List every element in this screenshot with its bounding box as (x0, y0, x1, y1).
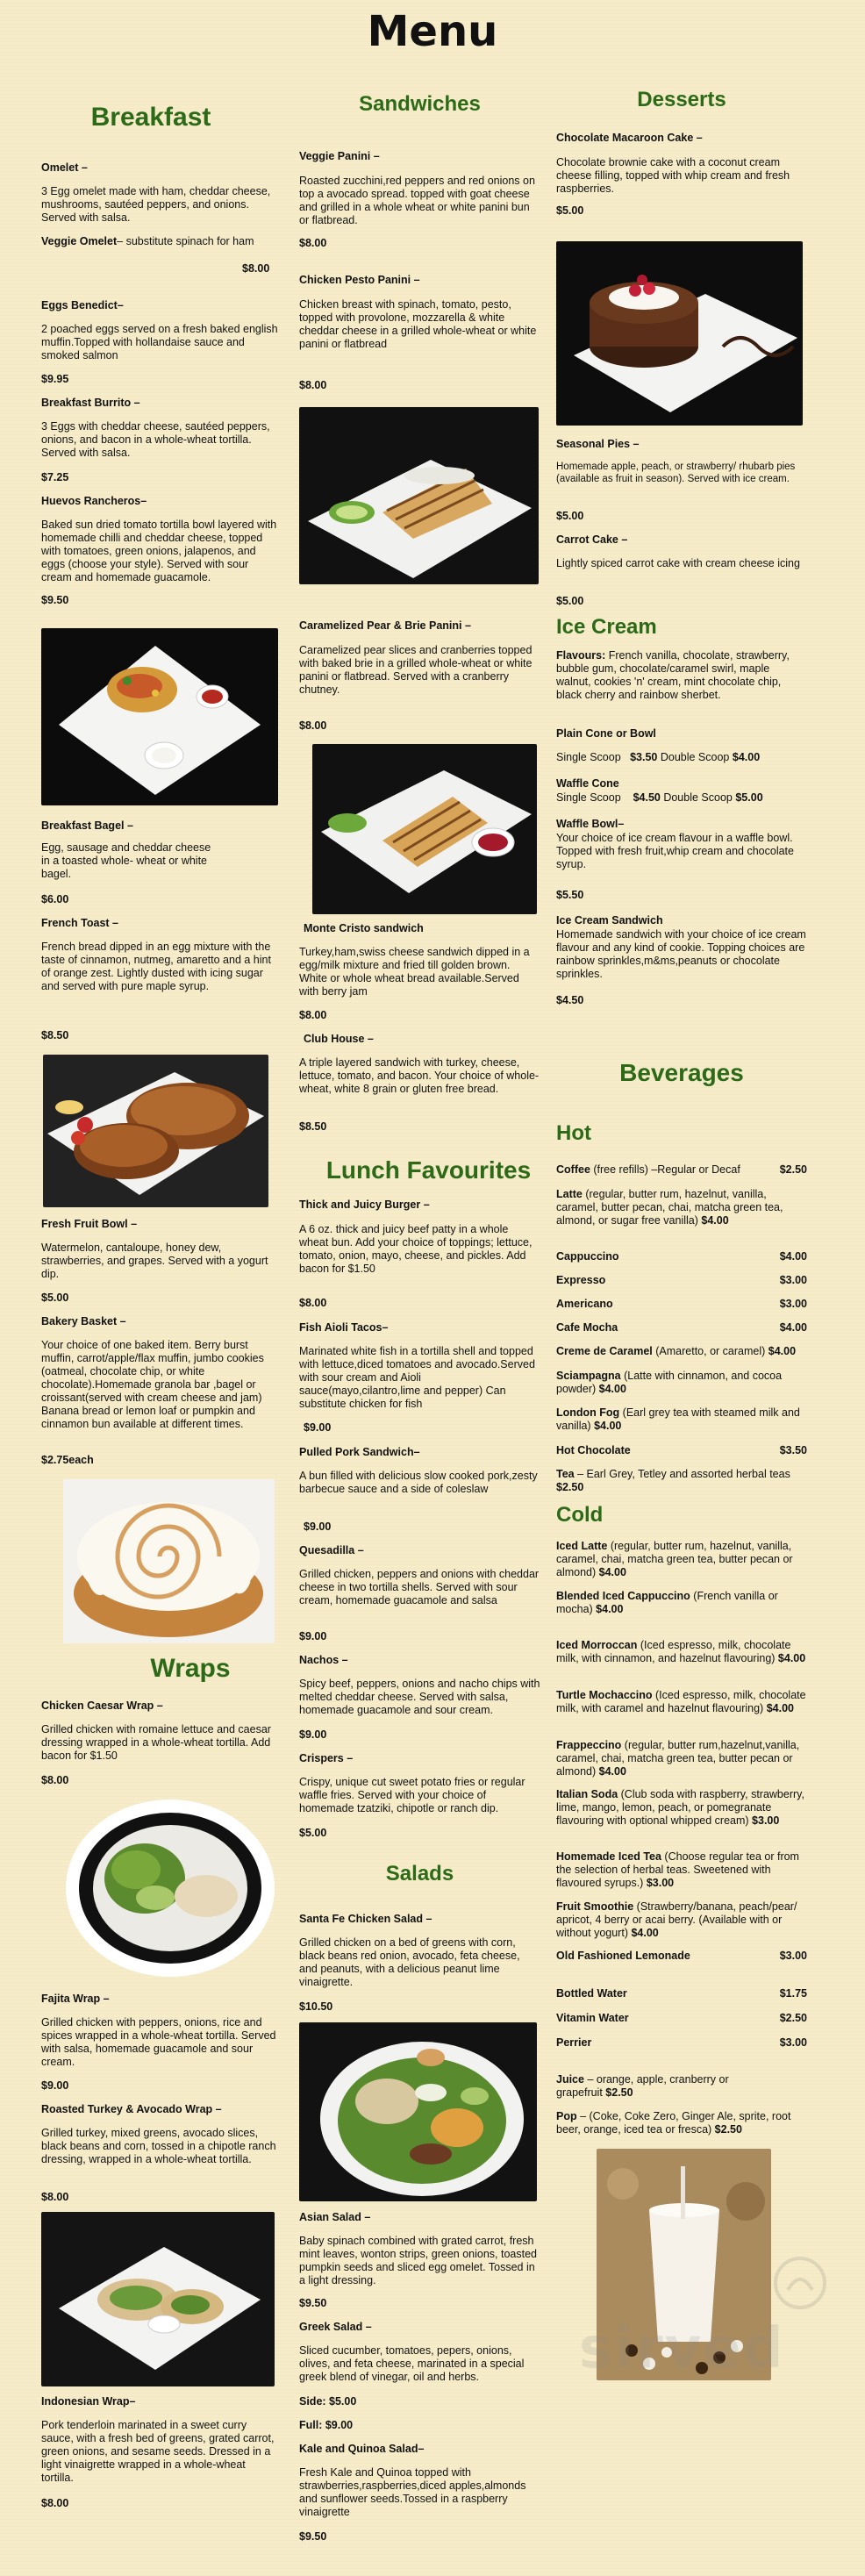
expresso-row: Expresso $3.00 (556, 1274, 807, 1286)
eggs-benedict-desc: 2 poached eggs served on a fresh baked english muffin.Topped with hollandaise sauce and smoked salmon (41, 323, 278, 361)
pear-brie-desc: Caramelized pear slices and cranberries topped with baked brie in a grilled whole-wheat or white panini or flatbread. Served with a cranberry chutney. (299, 644, 533, 696)
bakery-basket-desc: Your choice of one baked item. Berry burst muffin, carrot/apple/flax muffin, jumbo cookies (oatmeal, chocolate chip, or white chocolate).Homemade granola bar ,bagel or croissant(served with cream cheese and jam) Banana bread or lemon loaf or pumpkin and cinnamon bun available at different times. (41, 1339, 264, 1430)
latte-row: Latte (regular, butter rum, hazelnut, vanilla, caramel, butter pecan, chai, matcha green tea, almond, or sugar free vanilla) $4.00 (556, 1188, 783, 1227)
pulled-pork-price: $9.00 (304, 1521, 332, 1533)
quesadilla-name: Quesadilla – (299, 1544, 364, 1556)
asian-salad-name: Asian Salad – (299, 2211, 371, 2223)
italian-soda-row: Italian Soda (Club soda with raspberry, strawberry, lime, mango, lemon, peach, or pomegranate flavouring with optional whipped cream) $3.00 (556, 1788, 804, 1827)
frappe-row: Frappeccino (regular, butter rum,hazelnut,vanilla, caramel, chai, matcha green tea, butter pecan or almond) $4.00 (556, 1739, 800, 1778)
waffle-bowl-price: $5.50 (556, 889, 584, 901)
carrot-cake-desc: Lightly spiced carrot cake with cream cheese icing (556, 557, 800, 569)
omelet-name: Omelet – (41, 161, 88, 174)
juice-row: Juice – orange, apple, cranberry or grapefruit $2.50 (556, 2073, 729, 2099)
macaroon-cake-price: $5.00 (556, 204, 584, 217)
turtle-row: Turtle Mochaccino (Iced espresso, milk, chocolate milk, with caramel and hazelnut flavouring) $4.00 (556, 1689, 806, 1714)
macaroon-cake-photo (556, 241, 803, 426)
bakery-basket-price: $2.75each (41, 1454, 94, 1466)
veggie-panini-price: $8.00 (299, 237, 327, 249)
fish-tacos-desc: Marinated white fish in a tortilla shell and topped with lettuce,diced tomatoes and avocado.Served with sour cream and Aioli sauce(mayo,cilantro,lime and pepper) Can substitute chicken for fish (299, 1345, 535, 1410)
kale-salad-name: Kale and Quinoa Salad– (299, 2443, 425, 2455)
mocha-row: Cafe Mocha $4.00 (556, 1321, 807, 1334)
huevos-desc: Baked sun dried tomato tortilla bowl layered with homemade chilli and cheddar cheese, topped with tomatoes, green onions, jalapenos, and eggs (choose your style). Served with sour cream and homemade guacamole. (41, 519, 277, 583)
menu-title: Menu (367, 7, 498, 56)
caesar-wrap-photo (66, 1800, 275, 1977)
indonesian-wrap-name: Indonesian Wrap– (41, 2395, 136, 2408)
bottled-water-row: Bottled Water $1.75 (556, 1987, 807, 2000)
veggie-omelet-line: Veggie Omelet– substitute spinach for ham (41, 235, 254, 247)
burrito-price: $7.25 (41, 471, 69, 483)
beverages-heading: Beverages (619, 1059, 744, 1086)
caramel-row: Creme de Caramel (Amaretto, or caramel) $4.00 (556, 1345, 797, 1357)
coffee-row: Coffee (free refills) –Regular or Decaf $2.50 (556, 1163, 807, 1176)
pear-brie-price: $8.00 (299, 719, 327, 732)
bakery-basket-name: Bakery Basket – (41, 1315, 126, 1327)
bagel-desc: Egg, sausage and cheddar cheese in a toasted whole- wheat or white bagel. (41, 841, 211, 880)
wraps-heading: Wraps (150, 1654, 231, 1683)
burrito-name: Breakfast Burrito – (41, 397, 140, 409)
tea-row: Tea – Earl Grey, Tetley and assorted herbal teas $2.50 (556, 1468, 790, 1493)
indonesian-wrap-price: $8.00 (41, 2497, 69, 2509)
turkey-wrap-name: Roasted Turkey & Avocado Wrap – (41, 2103, 222, 2115)
french-toast-desc: French bread dipped in an egg mixture with the taste of cinnamon, nutmeg, amaretto and a hint of orange zest. Lightly dusted with icing sugar and served with pure maple syrup. (41, 941, 271, 992)
fajita-wrap-name: Fajita Wrap – (41, 1993, 110, 2005)
burrito-desc: 3 Eggs with cheddar cheese, sautéed peppers, onions, and bacon in a whole-wheat tortilla. Served with salsa. (41, 420, 270, 459)
santa-fe-name: Santa Fe Chicken Salad – (299, 1913, 432, 1925)
pesto-panini-photo (299, 407, 539, 584)
carrot-cake-price: $5.00 (556, 595, 584, 607)
club-house-price: $8.50 (299, 1120, 327, 1133)
eggs-benedict-price: $9.95 (41, 373, 69, 385)
desserts-heading: Desserts (637, 88, 726, 111)
pulled-pork-desc: A bun filled with delicious slow cooked pork,zesty barbecue sauce and a side of coleslaw (299, 1470, 538, 1495)
salads-heading: Salads (385, 1862, 454, 1885)
veggie-panini-name: Veggie Panini – (299, 150, 380, 162)
waffle-cone-prices: Single Scoop $4.50 Double Scoop $5.00 (556, 791, 763, 804)
fruit-bowl-desc: Watermelon, cantaloupe, honey dew, strawberries, and grapes. Served with a yogurt dip. (41, 1241, 268, 1280)
ice-cream-sandwich-desc: Homemade sandwich with your choice of ice cream flavour and any kind of cookie. Topping choices are rainbow sprinkles,m&ms,peanuts or chocolate sprinkles. (556, 928, 806, 980)
pesto-panini-name: Chicken Pesto Panini – (299, 274, 420, 286)
cappuccino-row: Cappuccino $4.00 (556, 1250, 807, 1263)
fajita-wrap-desc: Grilled chicken with peppers, onions, rice and spices wrapped in a whole-wheat tortilla. Served with salsa, homemade guacamole and sour cream. (41, 2016, 276, 2068)
watermark-text: sirved (579, 2316, 785, 2381)
pear-brie-name: Caramelized Pear & Brie Panini – (299, 619, 471, 632)
kale-salad-price: $9.50 (299, 2530, 327, 2543)
club-house-name: Club House – (304, 1033, 374, 1045)
fish-tacos-name: Fish Aioli Tacos– (299, 1321, 389, 1334)
greek-salad-side: Side: $5.00 (299, 2395, 357, 2408)
cinnamon-bun-photo (63, 1479, 275, 1643)
vitamin-water-row: Vitamin Water $2.50 (556, 2012, 807, 2024)
asian-salad-desc: Baby spinach combined with grated carrot, fresh mint leaves, wonton strips, green onions, toasted pumpkin seeds and sliced egg omelet. Tossed in a light dressing. (299, 2235, 537, 2286)
iced-cappuccino-row: Blended Iced Cappuccino (French vanilla or mocha) $4.00 (556, 1590, 778, 1615)
plain-cone-name: Plain Cone or Bowl (556, 727, 656, 740)
carrot-cake-name: Carrot Cake – (556, 533, 628, 546)
eggs-benedict-name: Eggs Benedict– (41, 299, 124, 311)
turkey-wrap-photo (41, 2212, 275, 2386)
asian-salad-price: $9.50 (299, 2297, 327, 2309)
waffle-bowl-name: Waffle Bowl– (556, 818, 625, 830)
nachos-desc: Spicy beef, peppers, onions and nacho chips with melted cheddar cheese. Served with salsa, homemade guacamole and sour cream. (299, 1678, 540, 1716)
ice-cream-flavours: Flavours: French vanilla, chocolate, strawberry, bubble gum, chocolate/caramel swirl, maple walnut, cookies 'n' cream, mint chocolate chip, black cherry and rainbow sherbet. (556, 649, 790, 701)
sciampagna-row: Sciampagna (Latte with cinnamon, and cocoa powder) $4.00 (556, 1370, 783, 1395)
greek-salad-full: Full: $9.00 (299, 2419, 354, 2431)
americano-row: Americano $3.00 (556, 1298, 807, 1310)
quesadilla-desc: Grilled chicken, peppers and onions with cheddar cheese in two tortilla shells. Served with sour cream, homemade guacamole and salsa (299, 1568, 540, 1606)
seasonal-pies-name: Seasonal Pies – (556, 438, 640, 450)
burger-desc: A 6 oz. thick and juicy beef patty in a whole wheat bun. Add your choice of toppings; lettuce, tomato, onion, mayo, cheese, and pickles. Add bacon for $1.50 (299, 1223, 533, 1275)
santa-fe-price: $10.50 (299, 2000, 333, 2013)
french-toast-price: $8.50 (41, 1029, 69, 1041)
french-toast-photo (43, 1055, 268, 1207)
fish-tacos-price: $9.00 (304, 1421, 332, 1434)
santa-fe-desc: Grilled chicken on a bed of greens with corn, black beans red onion, avocado, feta cheese, and peanuts, with a delicious peanut lime vinaigrette. (299, 1936, 520, 1988)
indonesian-wrap-desc: Pork tenderloin marinated in a sweet curry sauce, with a fresh bed of greens, grated carrot, green onions, and sesame seeds. Dressed in a light vinaigrette wrapped in a whole-wheat tortilla. (41, 2419, 275, 2484)
pear-brie-photo (312, 744, 537, 914)
burger-name: Thick and Juicy Burger – (299, 1199, 430, 1211)
huevos-photo (41, 628, 278, 805)
kale-salad-desc: Fresh Kale and Quinoa topped with strawberries,raspberries,diced apples,almonds and sunflower seeds.Tossed in a raspberry vinaigrette (299, 2466, 526, 2518)
huevos-name: Huevos Rancheros– (41, 495, 147, 507)
turkey-wrap-desc: Grilled turkey, mixed greens, avocado slices, black beans and corn, tossed in a chipotle ranch dressing, wrapped in a whole-wheat tortilla. (41, 2127, 276, 2165)
fruit-bowl-price: $5.00 (41, 1292, 69, 1304)
bagel-price: $6.00 (41, 893, 69, 905)
macaroon-cake-desc: Chocolate brownie cake with a coconut cream cheese filling, topped with whip cream and fresh raspberries. (556, 156, 790, 195)
crispers-desc: Crispy, unique cut sweet potato fries or regular waffle fries. Served with your choice of homemade tzatziki, chipotle or ranch dip. (299, 1776, 525, 1814)
pop-row: Pop – (Coke, Coke Zero, Ginger Ale, sprite, root beer, orange, iced tea or fresca) $2.50 (556, 2110, 791, 2136)
monte-cristo-desc: Turkey,ham,swiss cheese sandwich dipped in a egg/milk mixture and fried till golden brown. White or whole wheat bread available.Served with berry jam (299, 946, 530, 998)
watermark-logo-icon (772, 2255, 828, 2311)
macaroon-cake-name: Chocolate Macaroon Cake – (556, 132, 703, 144)
nachos-name: Nachos – (299, 1654, 348, 1666)
ice-cream-heading: Ice Cream (556, 615, 657, 639)
smoothie-row: Fruit Smoothie (Strawberry/banana, peach/pear/ apricot, 4 berry or acai berry. (Available with or without yogurt) $4.00 (556, 1900, 797, 1939)
caesar-wrap-price: $8.00 (41, 1774, 69, 1786)
waffle-bowl-desc: Your choice of ice cream flavour in a waffle bowl. Topped with fresh fruit,whip cream and chocolate syrup. (556, 832, 794, 870)
veggie-omelet-price: $8.00 (242, 262, 270, 275)
seasonal-pies-desc: Homemade apple, peach, or strawberry/ rhubarb pies (available as fruit in season). Served with ice cream. (556, 462, 796, 484)
hot-chocolate-row: Hot Chocolate $3.50 (556, 1444, 807, 1456)
caesar-wrap-name: Chicken Caesar Wrap – (41, 1699, 163, 1712)
pulled-pork-name: Pulled Pork Sandwich– (299, 1446, 420, 1458)
fajita-wrap-price: $9.00 (41, 2079, 69, 2092)
crispers-price: $5.00 (299, 1827, 327, 1839)
sandwiches-heading: Sandwiches (359, 92, 481, 116)
iced-tea-row: Homemade Iced Tea (Choose regular tea or from the selection of herbal teas. Sweetened with flavoured syrups.) $3.00 (556, 1850, 799, 1889)
breakfast-heading: Breakfast (90, 103, 211, 132)
ice-cream-sandwich-name: Ice Cream Sandwich (556, 914, 663, 927)
monte-cristo-name: Monte Cristo sandwich (304, 922, 424, 934)
santa-fe-photo (299, 2022, 537, 2201)
iced-morroccan-row: Iced Morroccan (Iced espresso, milk, chocolate milk, with cinnamon, and hazelnut flavouring) $4.00 (556, 1639, 806, 1664)
iced-latte-row: Iced Latte (regular, butter rum, hazelnut, vanilla, caramel, chai, matcha green tea, butter pecan or almond) $4.00 (556, 1540, 793, 1578)
nachos-price: $9.00 (299, 1728, 327, 1741)
monte-cristo-price: $8.00 (299, 1009, 327, 1021)
omelet-desc: 3 Egg omelet made with ham, cheddar cheese, mushrooms, sautéed peppers, and onions. Served with salsa. (41, 185, 271, 224)
waffle-cone-name: Waffle Cone (556, 777, 619, 790)
bagel-name: Breakfast Bagel – (41, 819, 133, 832)
huevos-price: $9.50 (41, 594, 69, 606)
perrier-row: Perrier $3.00 (556, 2036, 807, 2049)
crispers-name: Crispers – (299, 1752, 354, 1764)
plain-cone-prices: Single Scoop $3.50 Double Scoop $4.00 (556, 751, 761, 763)
fruit-bowl-name: Fresh Fruit Bowl – (41, 1218, 138, 1230)
ice-cream-sandwich-price: $4.50 (556, 994, 584, 1006)
veggie-panini-desc: Roasted zucchini,red peppers and red onions on top a avocado spread. topped with goat cheese and grilled in a whole wheat or white panini bun or flatbread. (299, 175, 535, 226)
london-fog-row: London Fog (Earl grey tea with steamed milk and vanilla) $4.00 (556, 1406, 800, 1432)
pesto-panini-price: $8.00 (299, 379, 327, 391)
greek-salad-desc: Sliced cucumber, tomatoes, pepers, onions, olives, and feta cheese, marinated in a special greek blend of vinegar, oil and herbs. (299, 2344, 525, 2383)
greek-salad-name: Greek Salad – (299, 2321, 372, 2333)
burger-price: $8.00 (299, 1297, 327, 1309)
turkey-wrap-price: $8.00 (41, 2191, 69, 2203)
caesar-wrap-desc: Grilled chicken with romaine lettuce and caesar dressing wrapped in a whole-wheat tortilla. Add bacon for $1.50 (41, 1723, 271, 1762)
lemonade-row: Old Fashioned Lemonade $3.00 (556, 1950, 807, 1962)
pesto-panini-desc: Chicken breast with spinach, tomato, pesto, topped with provolone, mozzarella & white cheddar cheese in a grilled whole-wheat or white panini or flatbread (299, 298, 537, 350)
hot-heading: Hot (556, 1121, 591, 1145)
french-toast-name: French Toast – (41, 917, 118, 929)
club-house-desc: A triple layered sandwich with turkey, cheese, lettuce, tomato, and bacon. Your choice of whole-wheat, white 8 grain or gluten free bread. (299, 1056, 540, 1095)
lunch-heading: Lunch Favourites (325, 1156, 532, 1184)
quesadilla-price: $9.00 (299, 1630, 327, 1642)
seasonal-pies-price: $5.00 (556, 510, 584, 522)
cold-heading: Cold (556, 1503, 604, 1527)
